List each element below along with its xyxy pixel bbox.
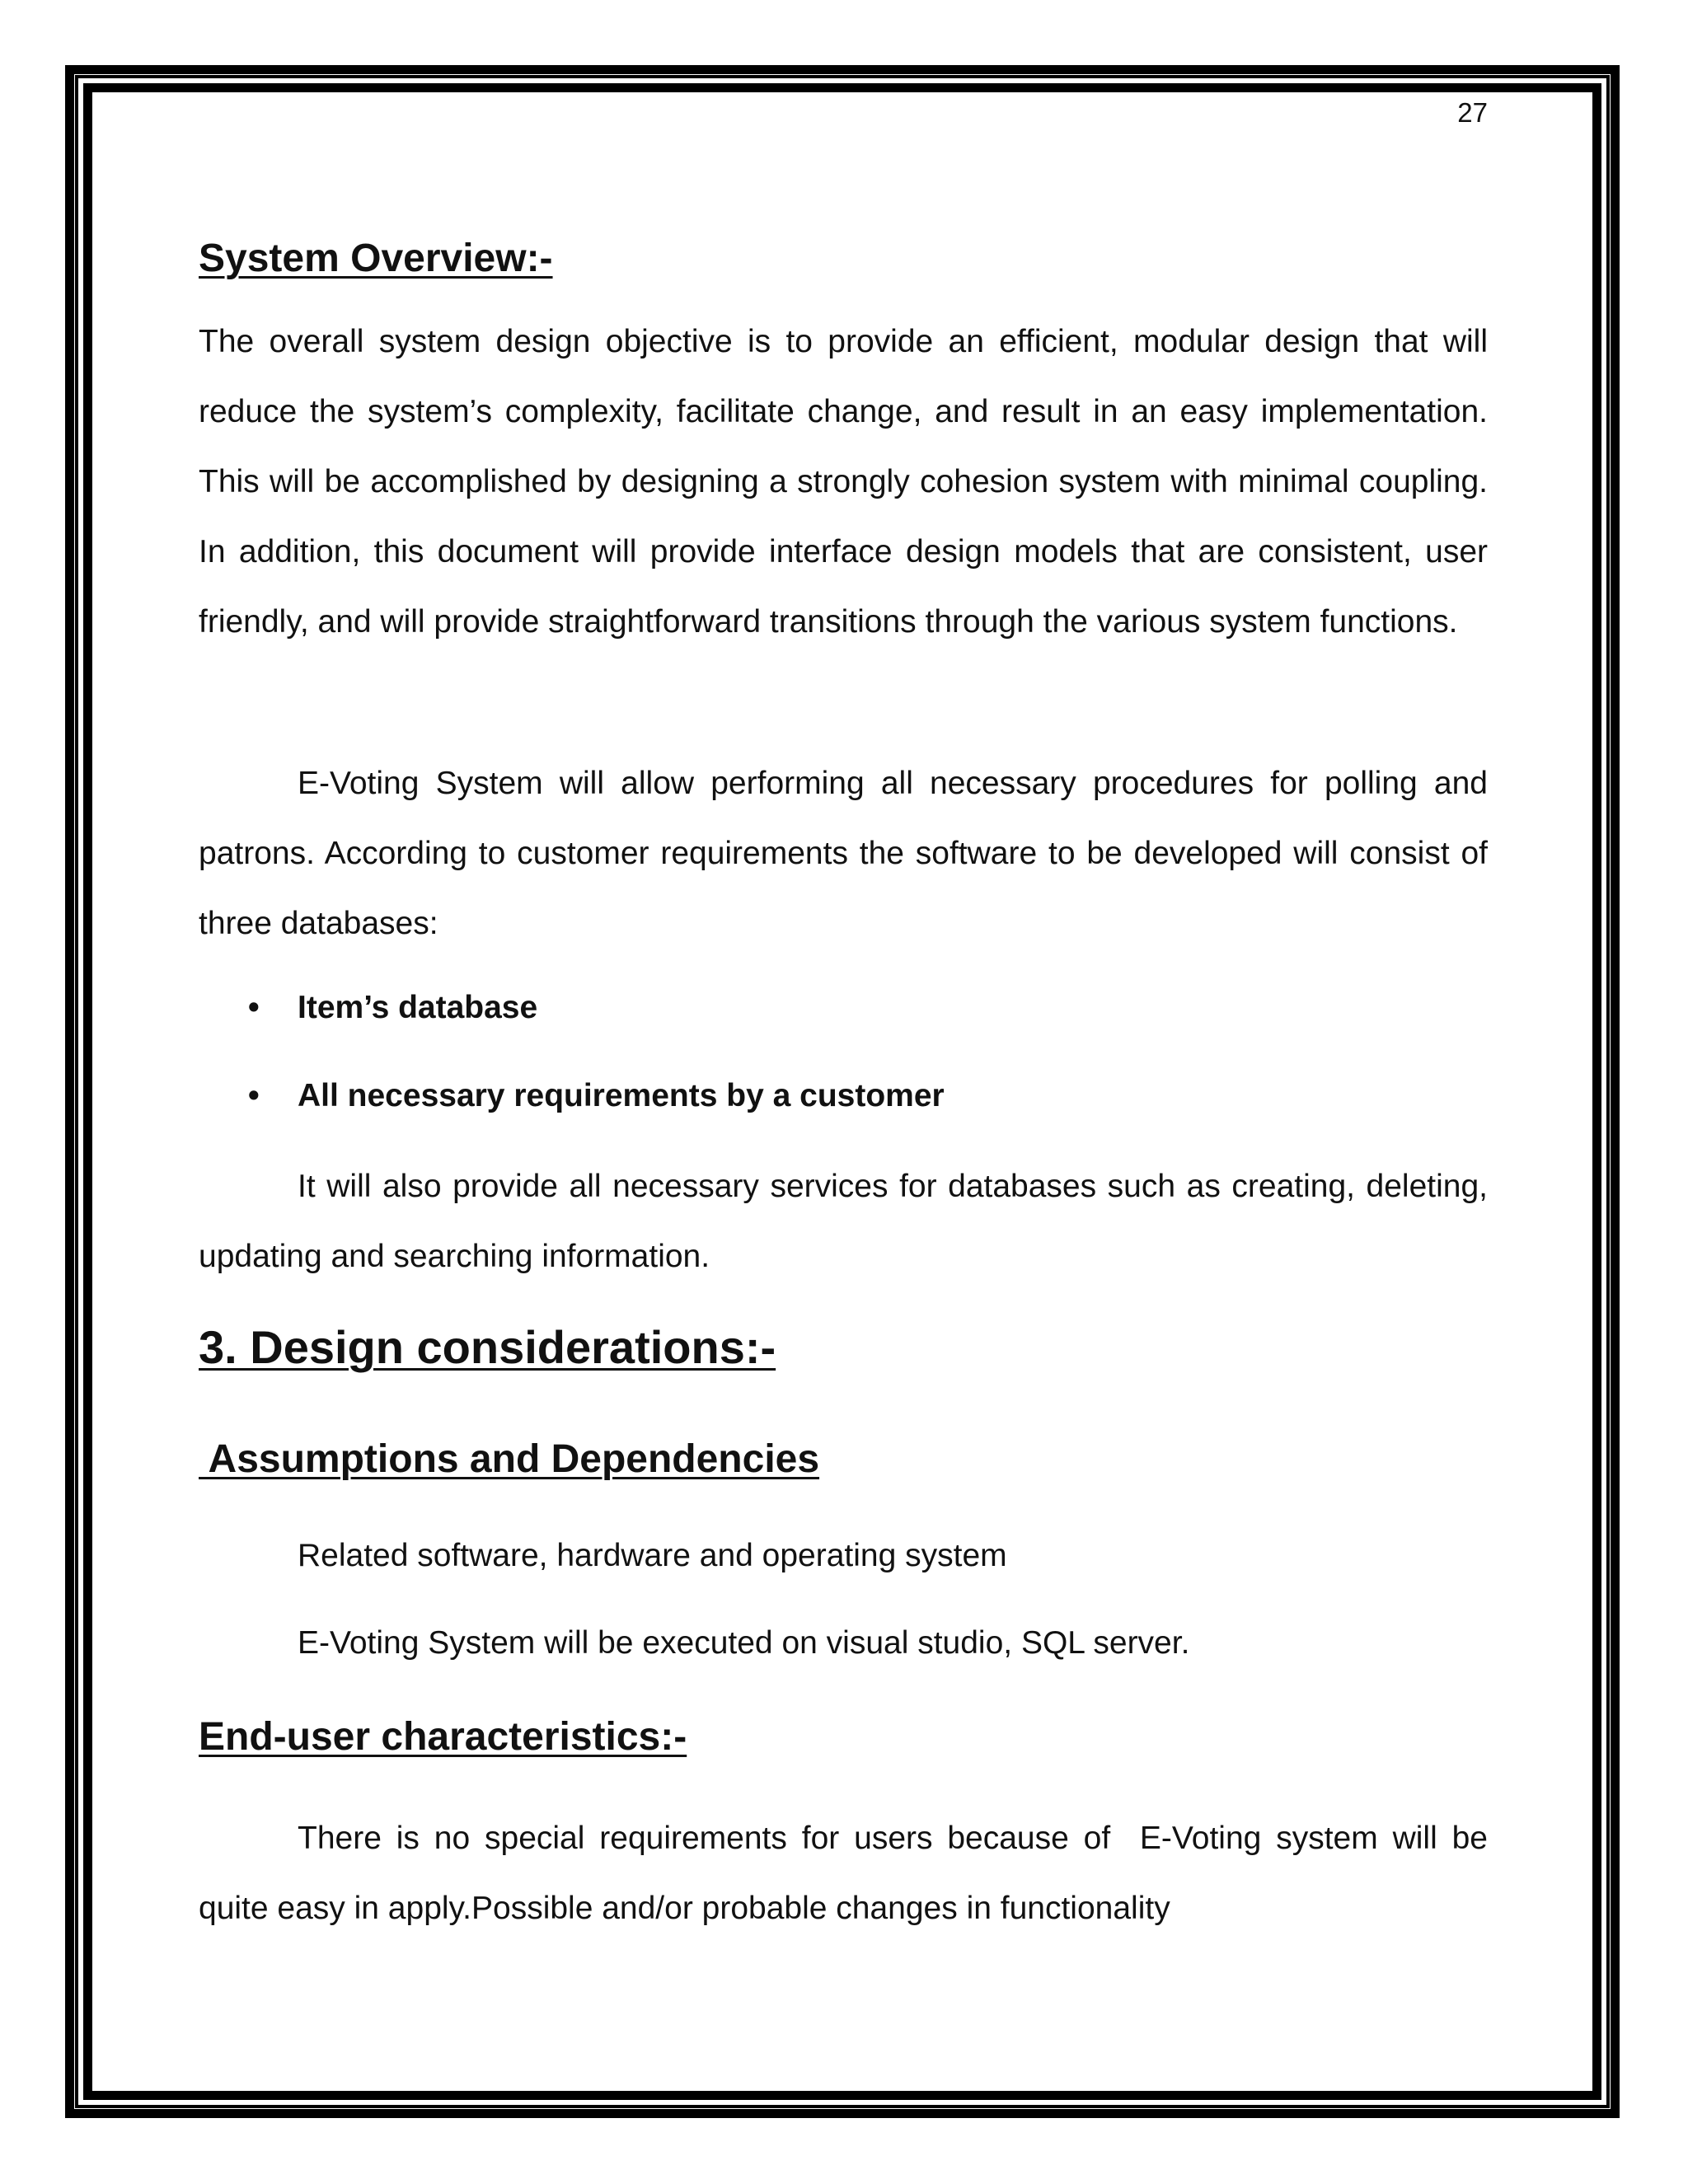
assumptions-line-2: E-Voting System will be executed on visual studio, SQL server. [298,1625,1190,1661]
system-overview-heading: System Overview:- [199,237,553,280]
bullet-text: Item’s database [298,990,538,1025]
system-overview-paragraph-2: E-Voting System will allow performing all necessary procedures for polling and patrons. According to customer requirements the software to be developed will consist of three databases: [199,766,1488,941]
page-number: 27 [1457,97,1488,128]
system-overview-paragraph-3: It will also provide all necessary services for databases such as creating, deleting, updating and searching information. [199,1169,1488,1274]
assumptions-heading: Assumptions and Dependencies [199,1437,820,1481]
end-user-heading: End-user characteristics:- [199,1715,687,1759]
end-user-paragraph: There is no special requirements for users because of E-Voting system will be quite easy in apply.Possible and/or probable changes in functionality [199,1821,1497,1926]
design-considerations-heading: 3. Design considerations:- [199,1321,776,1373]
assumptions-line-1: Related software, hardware and operating system [298,1538,1007,1573]
bullet-icon: • [248,990,260,1025]
system-overview-paragraph-1: The overall system design objective is to provide an efficient, modular design that will reduce the system’s complexity, facilitate change, and result in an easy implementation. This will be accomplished by designing a strongly cohesion system with minimal coupling. In addition, this document will provide interface design models that are consistent, user friendly, and will provide straightforward transitions through the various system functions. [199,324,1488,640]
bullet-text: All necessary requirements by a customer [298,1078,945,1113]
bullet-icon: • [248,1078,260,1113]
